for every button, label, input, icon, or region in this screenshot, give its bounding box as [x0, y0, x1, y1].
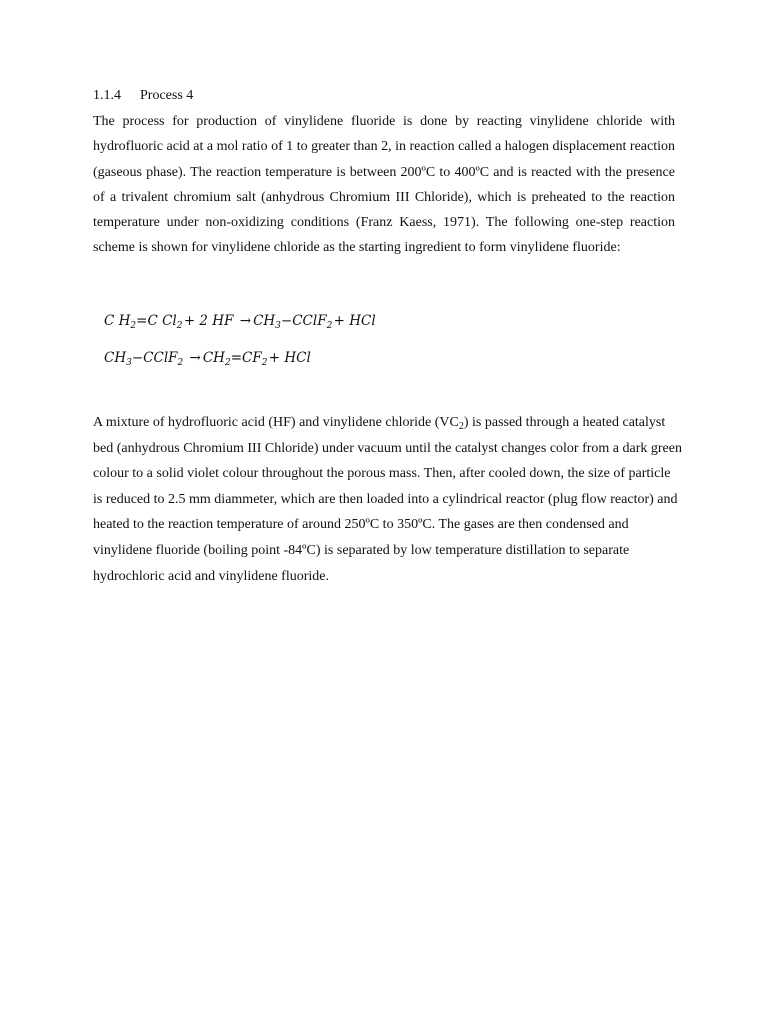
section-number: 1.1.4 — [93, 88, 121, 103]
process-paragraph: A mixture of hydrofluoric acid (HF) and vinylidene chloride $(VC_2)$ is passed through a heated catalyst bed (anhydrous Chromium III Chloride) under vacuum until the catalyst changes color from a dark green colour to a solid violet colour throughout the porous mass. Then, after cooled down, the size of particle is reduced to 2.5 mm diammeter, which are then loaded into a cylindrical reactor (plug flow reactor) and heated to the reaction temperature of around 250ºC to 350ºC. The gases are then condensed and vinylidene fluoride (boiling point -84ºC) is separated by low temperature distillation to separate hydrochloric acid and vinylidene fluoride. — [93, 415, 682, 584]
intro-paragraph: The process for production of vinylidene fluoride is done by reacting vinylidene chloride with hydrofluoric acid at a mol ratio of 1 to greater than 2, in reaction called a halogen displacement reaction (gaseous phase). The reaction temperature is between 200ºC to 400ºC and is reacted with the presence of a trivalent chromium salt (anhydrous Chromium III Chloride), which is preheated to the reaction temperature under non-oxidizing conditions (Franz Kaess, 1971). The following one-step reaction scheme is shown for vinylidene chloride as the starting ingredient to form vinylidene fluoride: — [93, 114, 675, 256]
reaction-equation-1: C $H_2=C$ $Cl_2$ + 2 HF → $CH_3-CClF_2$ + HCl — [104, 313, 376, 331]
reaction-equation-2: $CH_3-CClF_2 \to CH_2=CF_2$ + HCl — [104, 350, 311, 368]
section-heading — [93, 86, 193, 106]
section-title: Process 4 — [140, 88, 194, 103]
reaction-arrow-icon: → — [239, 313, 252, 329]
reaction-arrow-icon: → — [189, 350, 201, 366]
